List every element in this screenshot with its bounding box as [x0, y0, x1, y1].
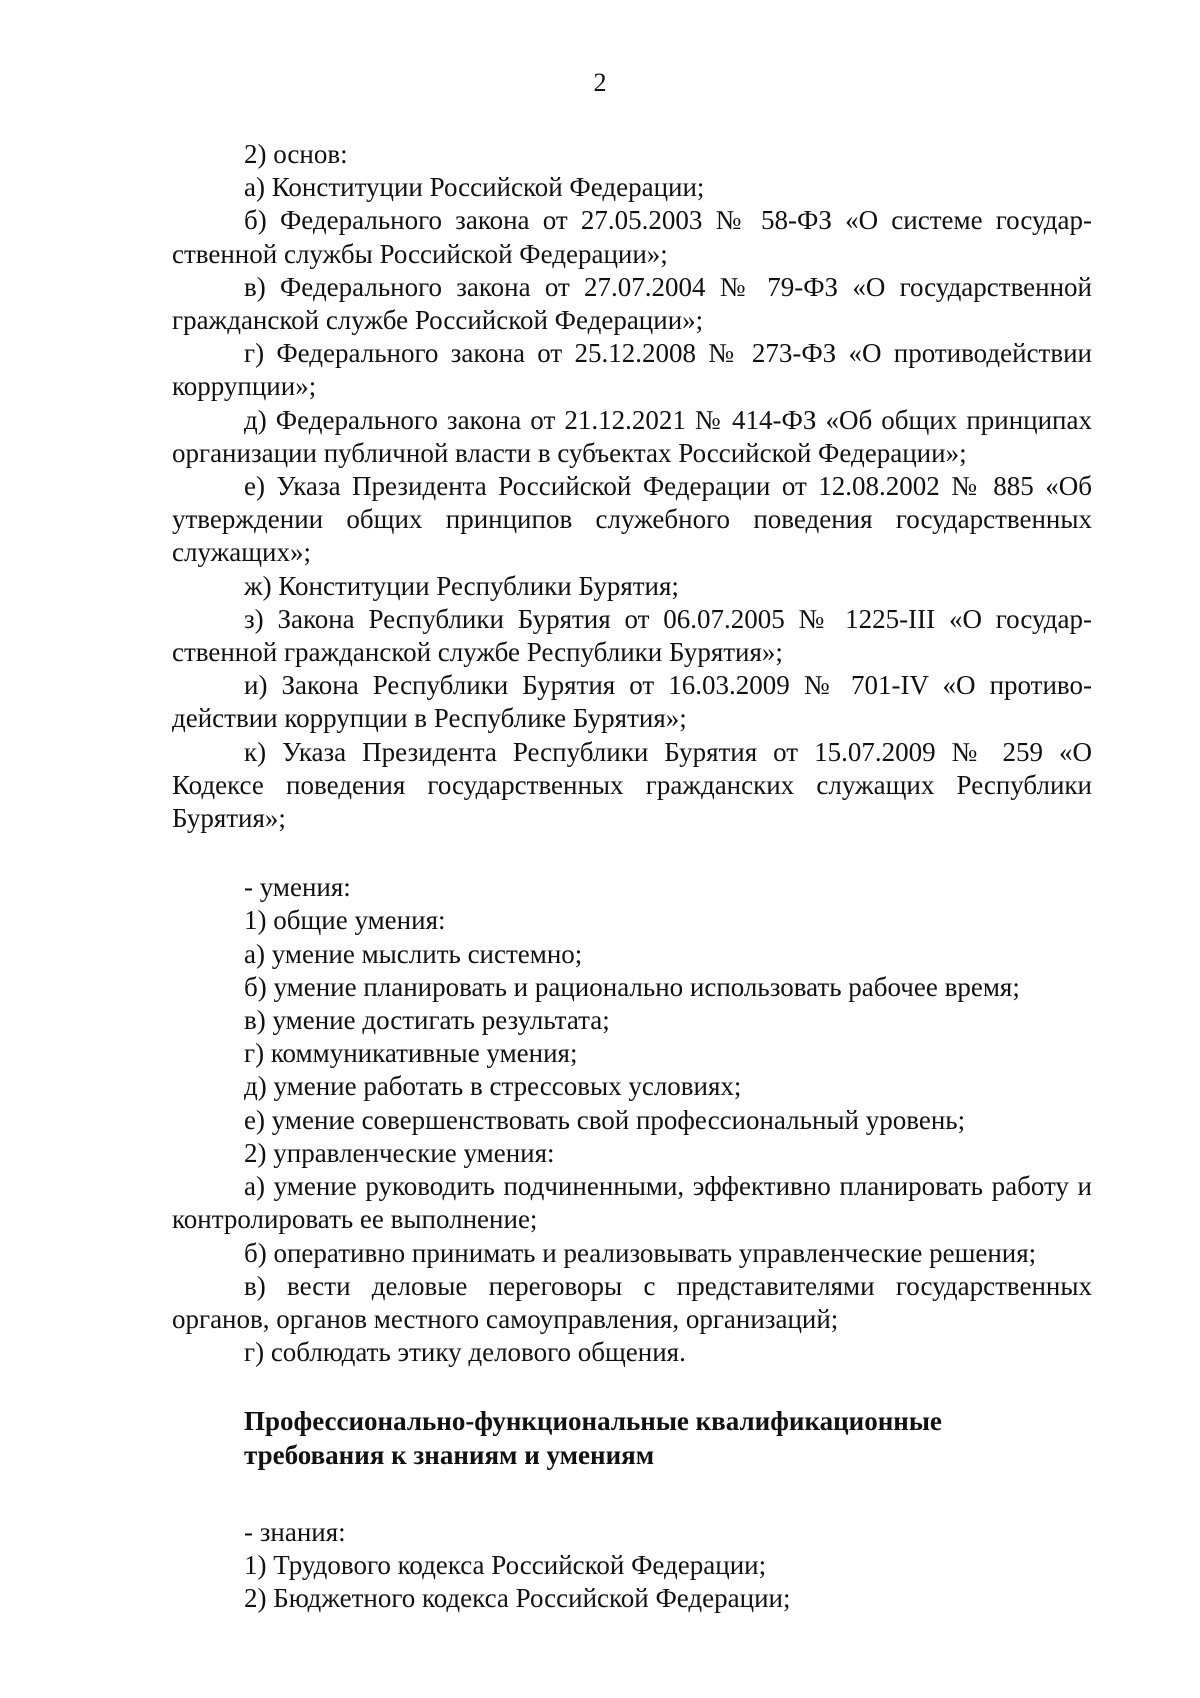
knowledge-professional-list [172, 1516, 1092, 1616]
list-item: а) умение мыслить системно; [244, 938, 583, 969]
heading-line: Профессионально-функциональные квалификационные [244, 1406, 942, 1437]
section-heading [172, 1405, 1092, 1471]
knowledge-basics-list [172, 138, 1092, 835]
list-item: в) Федерального закона от 27.07.2004 № 79-ФЗ «О государственной гражданской службе Российской Федерации»; [172, 271, 1092, 336]
list-item: 1) общие умения: [244, 905, 446, 936]
list-item: з) Закона Республики Бурятия от 06.07.2005 № 1225-III «О государственной гражданской службе Республики Бурятия»; [172, 603, 1092, 668]
list-item: г) Федерального закона от 25.12.2008 № 273-ФЗ «О противодействии коррупции»; [172, 338, 1092, 402]
list-item: 2) управленческие умения: [244, 1137, 555, 1168]
spacer [172, 835, 1092, 871]
document-body [172, 138, 1092, 1615]
skills-list [172, 871, 1092, 1369]
list-item: д) Федерального закона от 21.12.2021 № 414-ФЗ «Об общих принципах организации публичной власти в субъектах Российской Федерации»; [172, 404, 1092, 468]
list-item: г) коммуникативные умения; [244, 1038, 578, 1069]
list-item: 2) основ: [244, 139, 348, 169]
list-item: 1) Трудового кодекса Российской Федерации; [244, 1549, 767, 1580]
list-item: д) умение работать в стрессовых условиях; [244, 1071, 742, 1102]
list-item: б) оперативно принимать и реализовывать управленческие решения; [244, 1237, 1037, 1268]
list-item: б) умение планировать и рационально использовать рабочее время; [244, 971, 1020, 1002]
list-item: г) соблюдать этику делового общения. [244, 1337, 686, 1368]
list-item: к) Указа Президента Республики Бурятия от 15.07.2009 № 259 «О Кодексе поведения государственных гражданских служащих Республики Бурятия»; [172, 736, 1092, 834]
list-item: в) умение достигать результата; [244, 1005, 610, 1036]
list-item: е) Указа Президента Российской Федерации от 12.08.2002 № 885 «Об утверждении общих принципов служебного поведения государственных служащих»; [172, 471, 1092, 568]
list-item: е) умение совершенствовать свой профессиональный уровень; [244, 1104, 966, 1135]
heading-line: требования к знаниям и умениям [244, 1439, 655, 1470]
list-item: и) Закона Республики Бурятия от 16.03.2009 № 701-IV «О противодействии коррупции в Республике Бурятия»; [172, 670, 1092, 734]
spacer [172, 1472, 1092, 1516]
list-item: б) Федерального закона от 27.05.2003 № 58-ФЗ «О системе государственной службы Российской Федерации»; [172, 205, 1092, 269]
list-item: в) вести деловые переговоры с представителями государственных органов, органов местного самоуправления, организаций; [172, 1270, 1092, 1334]
list-item: 2) Бюджетного кодекса Российской Федерации; [244, 1583, 791, 1614]
page-number: 2 [593, 68, 607, 97]
list-item: а) умение руководить подчиненными, эффективно планировать работу и контролировать ее выполнение; [172, 1171, 1092, 1235]
spacer [172, 1369, 1092, 1405]
list-item: ж) Конституции Республики Бурятия; [244, 570, 679, 601]
list-item: - умения: [244, 872, 351, 903]
list-item: а) Конституции Российской Федерации; [244, 172, 705, 203]
list-item: - знания: [244, 1516, 346, 1547]
